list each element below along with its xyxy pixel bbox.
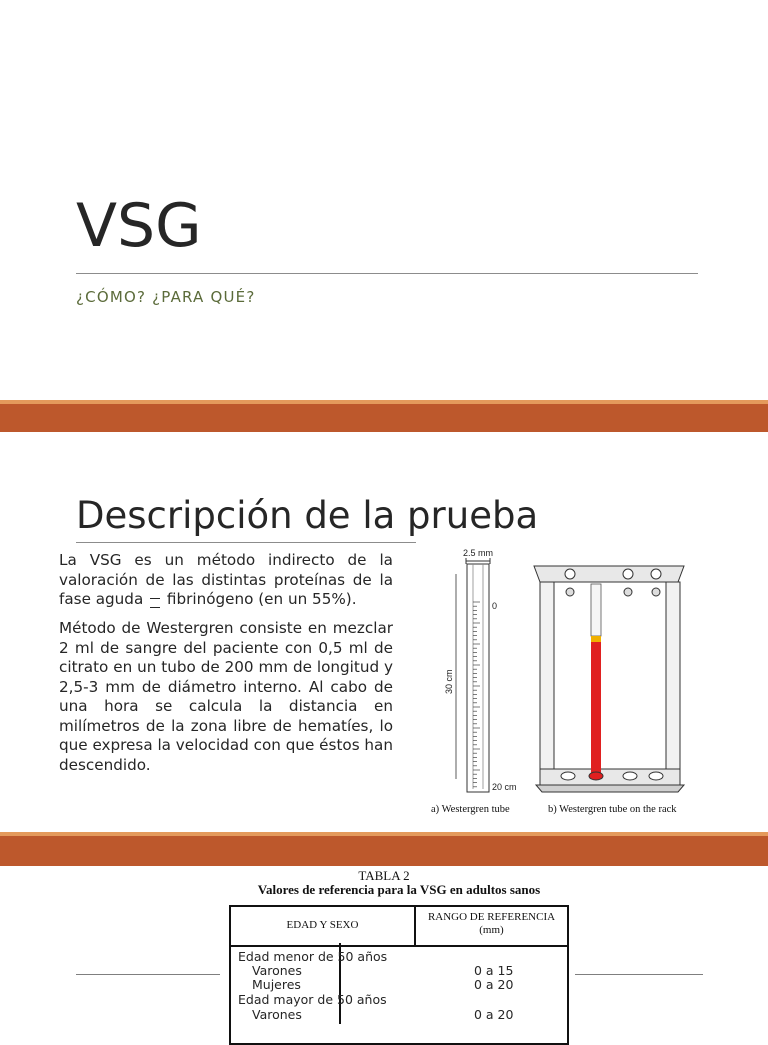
westergren-tube-figure: [416, 544, 716, 819]
table-header-range: [416, 911, 567, 937]
blood-column: [591, 642, 601, 774]
table-row-value: 0 a 15: [474, 963, 514, 978]
slide-separator-highlight: [0, 400, 768, 404]
description-paragraph: [59, 551, 393, 610]
tube-bottom-label: 20 cm: [492, 782, 517, 792]
figure-caption-a: a) Westergren tube: [431, 804, 510, 815]
title-divider: [76, 273, 698, 274]
table-caption: TABLA 2: [358, 868, 410, 883]
slide-subtitle: ¿CÓMO? ¿PARA QUÉ?: [76, 288, 256, 306]
westergren-tube-diagram: [456, 558, 490, 792]
plasma-layer: [591, 636, 601, 642]
slide-separator-highlight: [0, 832, 768, 836]
slide-separator-band: [0, 832, 768, 866]
decorative-rule-left: [76, 974, 220, 975]
slide-separator-band: [0, 400, 768, 432]
table-row-label: Varones: [252, 1007, 302, 1022]
table-header-range-label: RANGO DE REFERENCIA: [427, 911, 556, 923]
table-row-label: Varones: [252, 963, 302, 978]
slide-title: VSG: [76, 191, 202, 261]
table-header-range-unit: (mm): [479, 924, 504, 936]
table-row-value: 0 a 20: [474, 1007, 514, 1022]
westergren-rack-diagram: [534, 566, 684, 792]
arrow-glyph-icon: [150, 598, 160, 608]
decorative-rule-right: [575, 974, 703, 975]
tube-length-label: 30 cm: [444, 669, 454, 694]
tube-zero-label: 0: [492, 601, 498, 611]
table-title: Valores de referencia para la VSG en adultos sanos: [257, 882, 541, 897]
tube-diameter-label: 2.5 mm: [463, 548, 494, 558]
table-row-value: 0 a 20: [474, 977, 514, 992]
description-text-end: fibrinógeno (en un 55%).: [162, 590, 357, 608]
table-row-label: Edad mayor de 50 años: [238, 992, 387, 1007]
table-row-label: Edad menor de 50 años: [238, 949, 388, 964]
description-text-start: La VSG es un método indirecto de la valoración de las distintas proteínas de la fase aguda: [59, 551, 393, 608]
table-header-row: [231, 907, 567, 947]
figure-caption-b: b) Westergren tube on the rack: [548, 804, 677, 815]
table-row-label: Mujeres: [252, 977, 301, 992]
method-paragraph: Método de Westergren consiste en mezclar 2 ml de sangre del paciente con 0,5 ml de citrato en un tubo de 200 mm de longitud y 2,5-3 mm de diámetro interno. Al cabo de una hora se calcula la distancia en milímetros de la zona libre de hematíes, lo que expresa la velocidad con que éstos han descendido.: [59, 619, 393, 774]
section-title: Descripción de la prueba: [76, 494, 539, 537]
section-title-divider: [76, 542, 416, 543]
table-header-age-sex: EDAD Y SEXO: [286, 919, 359, 931]
